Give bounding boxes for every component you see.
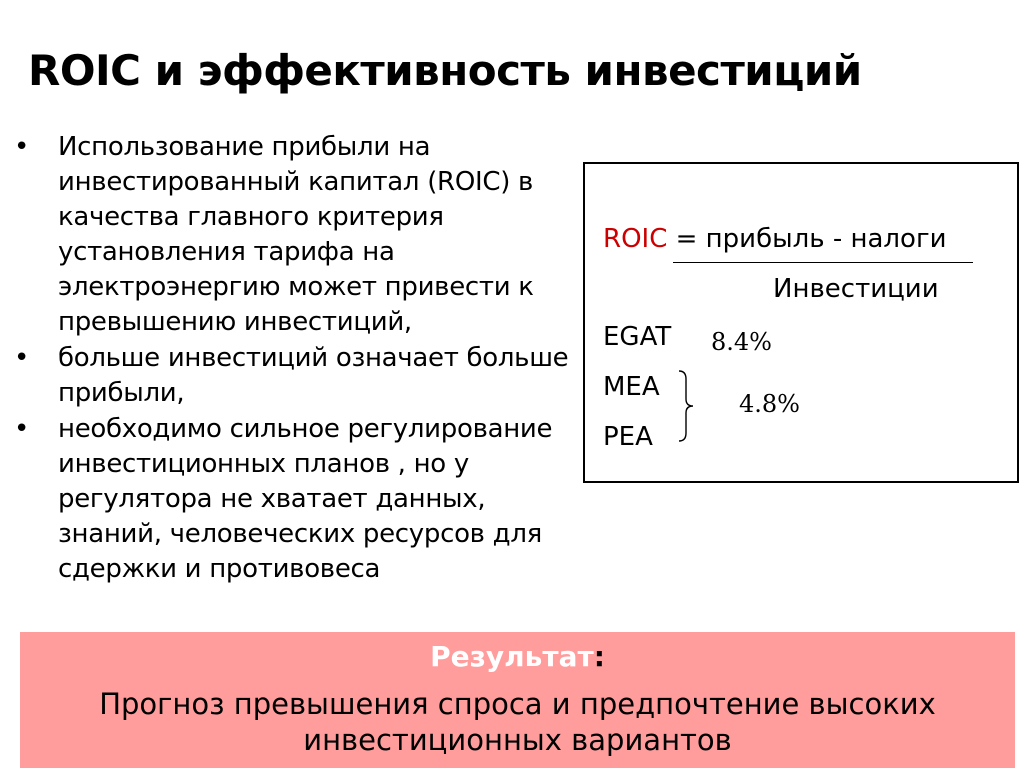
bullet-list bbox=[14, 130, 574, 588]
fraction-line bbox=[673, 262, 973, 263]
formula-numerator bbox=[603, 224, 947, 254]
bullet-marker: • bbox=[14, 132, 30, 162]
roic-formula-box bbox=[583, 162, 1019, 483]
curly-brace-icon bbox=[677, 369, 695, 443]
formula-denominator: Инвестиции bbox=[773, 274, 939, 304]
bullet-marker: • bbox=[14, 414, 30, 444]
numerator-text: = прибыль - налоги bbox=[675, 224, 947, 254]
mea-pea-value: 4.8% bbox=[739, 390, 800, 418]
bullet-item bbox=[14, 412, 574, 587]
roic-label: ROIC bbox=[603, 224, 668, 254]
company-egat: EGAT bbox=[603, 322, 672, 352]
bullet-text: Использование прибыли на инвестированный капитал (ROIC) в качества главного критерия установления тарифа на электроэнергию может привести к превышению инвестиций, bbox=[58, 132, 534, 337]
result-heading bbox=[20, 640, 1015, 673]
slide-title: ROIC и эффективность инвестиций bbox=[28, 46, 862, 95]
bullet-item bbox=[14, 130, 574, 340]
result-banner bbox=[20, 632, 1015, 768]
result-colon: : bbox=[593, 640, 605, 673]
egat-value: 8.4% bbox=[711, 328, 772, 356]
result-label: Результат bbox=[430, 640, 594, 673]
bullet-item bbox=[14, 341, 574, 411]
company-pea: PEA bbox=[603, 422, 653, 452]
bullet-marker: • bbox=[14, 343, 30, 373]
bullet-text: больше инвестиций означает больше прибыли, bbox=[58, 343, 569, 408]
bullet-text: необходимо сильное регулирование инвестиционных планов , но у регулятора не хватает данных, знаний, человеческих ресурсов для сдержки и противовеса bbox=[58, 414, 553, 584]
company-mea: MEA bbox=[603, 372, 660, 402]
result-text: Прогноз превышения спроса и предпочтение высоких инвестиционных вариантов bbox=[99, 687, 936, 757]
